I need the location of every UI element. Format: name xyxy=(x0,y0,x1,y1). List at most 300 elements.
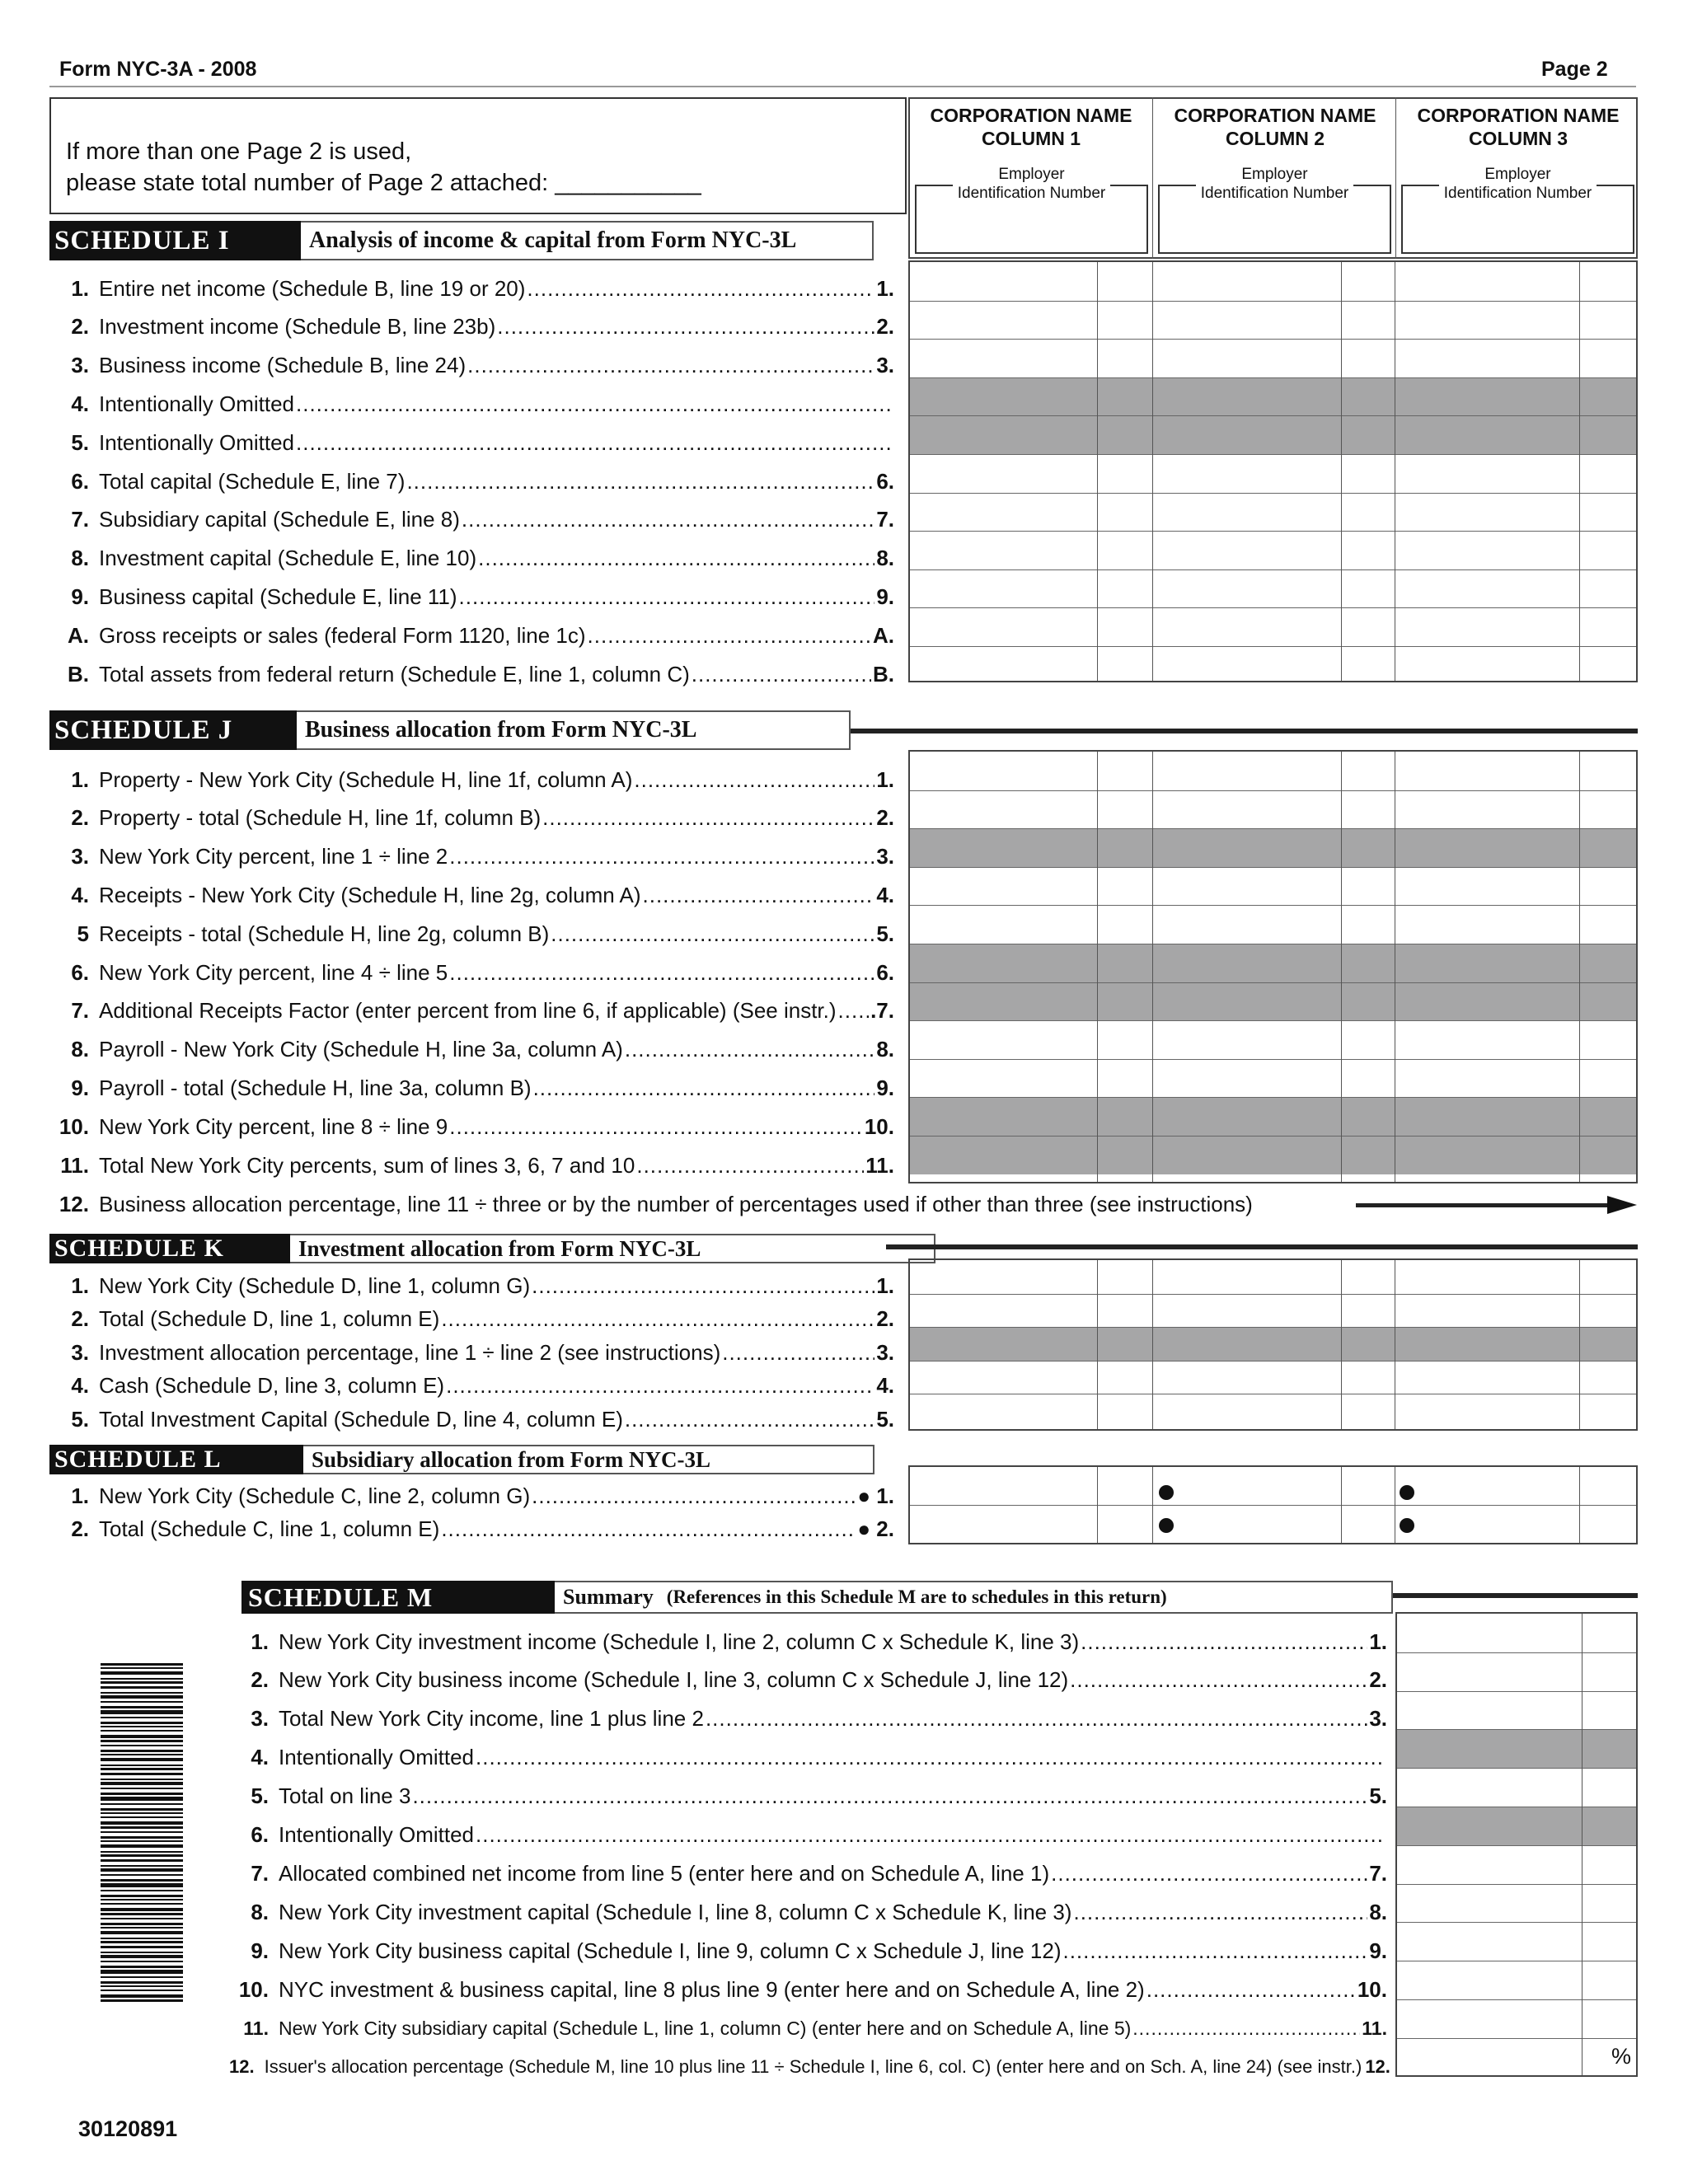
leader-dots xyxy=(412,1783,1367,1809)
line-text: Property - total (Schedule H, line 1f, column B) xyxy=(99,805,542,831)
barcode-icon xyxy=(101,1663,183,2009)
schedule-m-line-8 xyxy=(229,1893,1387,1931)
barcode-bar xyxy=(101,1890,183,1891)
barcode-bar xyxy=(101,1966,183,1968)
leader-dots xyxy=(1070,1667,1367,1693)
leader-dots xyxy=(478,546,874,571)
schedule-k-entry-grid[interactable] xyxy=(908,1258,1638,1431)
leader-dots xyxy=(449,1114,863,1140)
grid-row-line xyxy=(1397,1652,1636,1653)
column-1-header xyxy=(912,104,1151,150)
schedule-i-entry-grid[interactable] xyxy=(908,260,1638,682)
line-text: Gross receipts or sales (federal Form 1120, line 1c) xyxy=(99,622,586,648)
schedule-m-title: SCHEDULE M xyxy=(241,1581,555,1614)
line-text: Total capital (Schedule E, line 7) xyxy=(99,468,406,494)
ein-label: Identification Number xyxy=(957,185,1106,202)
line-reference: 1. xyxy=(876,275,894,301)
form-number: 30120891 xyxy=(78,2116,178,2141)
grid-row-line xyxy=(1397,1845,1636,1846)
leader-dots xyxy=(441,1306,874,1332)
schedule-m-entry-grid[interactable] xyxy=(1395,1612,1638,2077)
grid-column-line xyxy=(1341,1467,1342,1543)
leader-dots xyxy=(722,1340,874,1366)
schedule-m-line-2 xyxy=(229,1661,1387,1699)
schedule-l-entry-grid[interactable] xyxy=(908,1465,1638,1544)
schedule-l-description: Subsidiary allocation from Form NYC-3L xyxy=(303,1445,874,1474)
schedule-j-line-2 xyxy=(49,799,894,837)
line-reference: 12. xyxy=(1365,2055,1390,2077)
line-text: Subsidiary capital (Schedule E, line 8) xyxy=(99,507,460,532)
schedule-i-title: SCHEDULE I xyxy=(49,221,301,260)
leader-dots xyxy=(462,507,874,532)
line-reference: 1. xyxy=(876,766,894,792)
barcode-bar xyxy=(101,1765,183,1766)
barcode-bar xyxy=(101,1868,183,1872)
line-number: 12. xyxy=(59,1191,89,1216)
line-text: Investment allocation percentage, line 1 ÷ line 2 (see instructions) xyxy=(99,1339,721,1365)
schedule-i-line-8 xyxy=(49,540,894,578)
column-1-subtitle: COLUMN 1 xyxy=(981,128,1081,149)
leader-dots xyxy=(542,805,874,831)
schedule-j-title: SCHEDULE J xyxy=(49,710,297,750)
line-reference: 3. xyxy=(876,353,894,378)
barcode-bar xyxy=(101,1840,183,1842)
grid-row-line xyxy=(1397,1729,1636,1730)
column-2-header xyxy=(1156,104,1395,150)
grid-column-line xyxy=(1579,1260,1580,1429)
line-text: Intentionally Omitted xyxy=(279,1822,475,1847)
barcode-bar xyxy=(101,1952,183,1953)
line-text: Business allocation percentage, line 11 ÷ three or by the number of percentages used if other than three (see instructions) xyxy=(99,1191,1253,1216)
line-reference: 8. xyxy=(876,546,894,571)
line-text: New York City investment income (Schedule I, line 2, column C x Schedule K, line 3) xyxy=(279,1629,1080,1654)
barcode-bar xyxy=(101,1859,183,1862)
line-number: 6. xyxy=(251,1822,269,1847)
leader-dots xyxy=(551,921,874,947)
barcode-bar xyxy=(101,1745,183,1746)
line-text: New York City percent, line 1 ÷ line 2 xyxy=(99,844,448,869)
ein-label: Employer xyxy=(1484,166,1551,183)
barcode-bar xyxy=(101,1976,183,1978)
line-reference: 3. xyxy=(876,844,894,869)
schedule-k-line-5 xyxy=(49,1400,894,1438)
grid-row-line xyxy=(1397,1999,1636,2000)
line-text: Total assets from federal return (Schedule E, line 1, column C) xyxy=(99,661,690,687)
schedule-k-line-1 xyxy=(49,1267,894,1305)
schedule-i-line-3 xyxy=(49,347,894,385)
barcode-bar xyxy=(101,1923,183,1925)
grid-column-line xyxy=(1152,1467,1153,1543)
grid-row-line xyxy=(910,828,1636,829)
grid-column-line xyxy=(1579,752,1580,1182)
right-arrow-icon xyxy=(1607,1196,1637,1214)
barcode-bar xyxy=(101,1750,183,1752)
barcode-bar xyxy=(101,1899,183,1900)
page2-count-line2: please state total number of Page 2 attached: ___________ xyxy=(66,170,701,196)
barcode-bar xyxy=(101,1735,183,1738)
schedule-i-line-4 xyxy=(49,385,894,423)
grid-row-line xyxy=(910,1294,1636,1295)
column-3-ein-field[interactable] xyxy=(1401,166,1634,254)
barcode-bar xyxy=(101,1831,183,1833)
schedule-m-line-7 xyxy=(229,1854,1387,1892)
bullet-icon xyxy=(1159,1485,1174,1500)
line-text: Total New York City income, line 1 plus line 2 xyxy=(279,1706,704,1732)
line-reference: 3. xyxy=(876,1339,894,1365)
shaded-cell xyxy=(1397,1729,1636,1768)
barcode-bar xyxy=(101,1821,183,1825)
line-text: New York City business income (Schedule I, line 3, column C x Schedule J, line 12) xyxy=(279,1667,1069,1693)
schedule-i-line-1 xyxy=(49,269,894,307)
ein-label: Employer xyxy=(998,166,1065,183)
line-number: 2. xyxy=(71,1516,89,1541)
ein-label: Identification Number xyxy=(1200,185,1349,202)
line-reference: 7. xyxy=(876,507,894,532)
line-number: 5 xyxy=(77,921,89,946)
line-text: Investment income (Schedule B, line 23b) xyxy=(99,314,496,340)
schedule-j-rule xyxy=(851,729,1638,733)
grid-row-line xyxy=(910,790,1636,791)
leader-dots xyxy=(1073,1900,1367,1925)
column-1-title: CORPORATION NAME xyxy=(930,105,1132,126)
grid-column-line xyxy=(1579,262,1580,681)
line-number: 4. xyxy=(251,1745,269,1770)
line-number: 5. xyxy=(71,429,89,455)
barcode-bar xyxy=(101,1955,183,1958)
grid-column-line xyxy=(1097,262,1098,681)
line-number: 6. xyxy=(71,468,89,494)
line-text: Receipts - New York City (Schedule H, line 2g, column A) xyxy=(99,882,641,907)
line-number: 11. xyxy=(60,1152,89,1178)
barcode-bar xyxy=(101,1803,183,1805)
schedule-j-line-7 xyxy=(49,992,894,1030)
schedule-m-line-4 xyxy=(229,1739,1387,1777)
leader-dots xyxy=(1051,1861,1367,1886)
line-reference: 2. xyxy=(876,314,894,340)
page2-count-box[interactable] xyxy=(49,97,907,214)
grid-row-line xyxy=(910,607,1636,608)
schedule-j-description: Business allocation from Form NYC-3L xyxy=(297,710,851,750)
leader-dots xyxy=(1081,1629,1367,1655)
leader-dots xyxy=(296,430,893,456)
line-reference: 4. xyxy=(876,1373,894,1398)
line-reference: 9. xyxy=(876,583,894,609)
barcode-bar xyxy=(101,1999,183,2002)
barcode-bar xyxy=(101,1808,183,1811)
column-2-title: CORPORATION NAME xyxy=(1174,105,1376,126)
grid-row-line xyxy=(910,339,1636,340)
ein-label: Identification Number xyxy=(1443,185,1592,202)
schedule-j-line-1 xyxy=(49,761,894,799)
leader-dots xyxy=(476,1822,1386,1848)
schedule-i-line-5 xyxy=(49,424,894,462)
line-number: 2. xyxy=(71,314,89,340)
grid-row-line xyxy=(1397,1922,1636,1923)
line-text: Cash (Schedule D, line 3, column E) xyxy=(99,1373,445,1398)
barcode-bar xyxy=(101,1865,183,1867)
line-text: Intentionally Omitted xyxy=(99,429,295,455)
line-text: Additional Receipts Factor (enter percent from line 6, if applicable) (See instr.) xyxy=(99,998,837,1024)
barcode-bar xyxy=(101,1874,183,1876)
schedule-k-title: SCHEDULE K xyxy=(49,1234,290,1263)
schedule-k-line-2 xyxy=(49,1301,894,1338)
grid-row-line xyxy=(910,415,1636,416)
leader-dots xyxy=(533,1076,875,1101)
line-reference: 4. xyxy=(876,882,894,907)
page-number: Page 2 xyxy=(1541,58,1608,81)
schedule-m-heading xyxy=(241,1581,1393,1614)
line-text: New York City (Schedule D, line 1, column G) xyxy=(99,1272,531,1298)
leader-dots xyxy=(1062,1938,1367,1964)
leader-dots xyxy=(1146,1977,1356,2003)
barcode-bar xyxy=(101,1851,183,1853)
barcode-bar xyxy=(101,1758,183,1761)
barcode-bar xyxy=(101,1816,183,1818)
barcode-bar xyxy=(101,1879,183,1882)
leader-dots xyxy=(441,1516,856,1542)
line-reference: ● 1. xyxy=(857,1483,894,1508)
schedule-i-line-6 xyxy=(49,462,894,500)
grid-column-line xyxy=(1341,1260,1342,1429)
schedule-j-line-8 xyxy=(49,1031,894,1069)
schedule-i-line-2 xyxy=(49,308,894,346)
barcode-bar xyxy=(101,1782,183,1785)
bullet-icon xyxy=(1159,1518,1174,1533)
grid-column-line xyxy=(1097,1260,1098,1429)
column-2-ein-field[interactable] xyxy=(1158,166,1391,254)
barcode-bar xyxy=(101,1913,183,1915)
schedule-j-line-12 xyxy=(49,1185,1451,1223)
schedule-k-line-4 xyxy=(49,1367,894,1405)
line-number: 2. xyxy=(71,805,89,831)
shaded-cell xyxy=(910,1327,1636,1361)
barcode-bar xyxy=(101,1695,183,1699)
line-number: 11. xyxy=(243,2017,269,2039)
grid-row-line xyxy=(910,493,1636,494)
leader-dots xyxy=(476,1745,1386,1770)
schedule-j-line-3 xyxy=(49,838,894,876)
line-number: 3. xyxy=(251,1706,269,1732)
schedule-l-title: SCHEDULE L xyxy=(49,1445,303,1474)
leader-dots xyxy=(459,584,875,610)
barcode-bar xyxy=(101,1918,183,1919)
barcode-bar xyxy=(101,1681,183,1684)
line-reference: 10. xyxy=(1357,1976,1387,2002)
schedule-j-line-4 xyxy=(49,876,894,914)
line-number: B. xyxy=(68,661,89,687)
line-number: 3. xyxy=(71,353,89,378)
schedule-j-line-5 xyxy=(49,915,894,953)
line-number: 7. xyxy=(251,1860,269,1886)
schedule-k-line-3 xyxy=(49,1333,894,1371)
leader-dots xyxy=(1132,2018,1360,2040)
schedule-i-line-11 xyxy=(49,655,894,693)
column-3-subtitle: COLUMN 3 xyxy=(1468,128,1568,149)
schedule-i-heading xyxy=(49,221,874,260)
grid-row-line xyxy=(910,1136,1636,1137)
line-number: A. xyxy=(68,622,89,648)
barcode-bar xyxy=(101,1722,183,1724)
barcode-bar xyxy=(101,1710,183,1714)
line-text: Total on line 3 xyxy=(279,1783,411,1809)
leader-dots xyxy=(446,1373,874,1399)
leader-dots xyxy=(467,353,874,378)
line-reference: A. xyxy=(873,622,894,648)
schedule-i-line-9 xyxy=(49,578,894,616)
barcode-bar xyxy=(101,1903,183,1905)
barcode-bar xyxy=(101,1701,183,1703)
grid-row-line xyxy=(910,569,1636,570)
barcode-bar xyxy=(101,1678,183,1680)
leader-dots xyxy=(296,391,893,417)
column-1-ein-field[interactable] xyxy=(915,166,1148,254)
column-2-subtitle: COLUMN 2 xyxy=(1225,128,1325,149)
percent-sign: % xyxy=(1611,2044,1632,2069)
leader-dots xyxy=(838,998,870,1024)
barcode-bar xyxy=(101,1773,183,1775)
barcode-bar xyxy=(101,1768,183,1770)
line-text: Intentionally Omitted xyxy=(99,391,295,416)
line-text: New York City (Schedule C, line 2, column G) xyxy=(99,1483,531,1508)
line-number: 2. xyxy=(251,1667,269,1693)
arrow-shaft xyxy=(1356,1203,1611,1207)
barcode-bar xyxy=(101,1812,183,1814)
line-text: Total (Schedule D, line 1, column E) xyxy=(99,1306,440,1331)
barcode-bar xyxy=(101,1754,183,1755)
schedule-i-line-7 xyxy=(49,501,894,539)
line-number: 1. xyxy=(71,1272,89,1298)
bullet-icon xyxy=(1400,1485,1414,1500)
bullet-icon xyxy=(1400,1518,1414,1533)
barcode-bar xyxy=(101,1908,183,1911)
schedule-j-line-6 xyxy=(49,954,894,991)
schedule-m-line-9 xyxy=(229,1932,1387,1970)
grid-row-line xyxy=(910,905,1636,906)
schedule-j-entry-grid[interactable] xyxy=(908,750,1638,1183)
grid-row-line xyxy=(910,531,1636,532)
barcode-bar xyxy=(101,1793,183,1795)
line-reference: 1. xyxy=(876,1272,894,1298)
barcode-bar xyxy=(101,1671,183,1675)
barcode-bar xyxy=(101,1844,183,1848)
schedule-m-note: (References in this Schedule M are to schedules in this return) xyxy=(666,1586,1167,1607)
form-title: Form NYC-3A - 2008 xyxy=(59,58,257,81)
grid-column-line xyxy=(1152,1260,1153,1429)
barcode-bar xyxy=(101,1941,183,1943)
grid-column-line xyxy=(1097,1467,1098,1543)
line-reference: 5. xyxy=(876,921,894,946)
grid-row-line xyxy=(910,982,1636,983)
line-reference: 7. xyxy=(1369,1860,1387,1886)
line-number: 5. xyxy=(251,1783,269,1809)
leader-dots xyxy=(532,1483,856,1509)
leader-dots xyxy=(692,662,871,687)
barcode-bar xyxy=(101,1826,183,1829)
barcode-bar xyxy=(101,1730,183,1732)
line-reference: 9. xyxy=(876,1075,894,1100)
line-text: Allocated combined net income from line 5 (enter here and on Schedule A, line 1) xyxy=(279,1860,1050,1886)
line-number: 1. xyxy=(71,275,89,301)
shaded-cell xyxy=(910,828,1636,867)
line-number: 7. xyxy=(71,998,89,1024)
leader-dots xyxy=(625,1037,874,1062)
schedule-m-line-12 xyxy=(229,2048,1390,2086)
barcode-bar xyxy=(101,1663,183,1666)
barcode-bar xyxy=(101,1946,183,1948)
schedule-m-summary: Summary xyxy=(563,1585,654,1609)
line-number: 4. xyxy=(71,1373,89,1398)
line-number: 9. xyxy=(71,1075,89,1100)
leader-dots xyxy=(406,469,874,494)
grid-row-line xyxy=(910,301,1636,302)
line-text: Property - New York City (Schedule H, line 1f, column A) xyxy=(99,766,633,792)
line-text: New York City business capital (Schedule I, line 9, column C x Schedule J, line 12) xyxy=(279,1938,1062,1963)
line-text: New York City percent, line 8 ÷ line 9 xyxy=(99,1113,448,1139)
leader-dots xyxy=(634,767,874,793)
barcode-bar xyxy=(101,1854,183,1857)
leader-dots xyxy=(588,623,871,649)
grid-row-line xyxy=(1397,1768,1636,1769)
grid-column-line xyxy=(1579,1467,1580,1543)
grid-row-line xyxy=(910,867,1636,868)
barcode-bar xyxy=(101,1970,183,1974)
line-number: 3. xyxy=(71,844,89,869)
leader-dots xyxy=(625,1407,874,1432)
line-reference: 2. xyxy=(876,805,894,831)
barcode-bar xyxy=(101,1981,183,1984)
line-number: 1. xyxy=(71,1483,89,1508)
leader-dots xyxy=(527,276,874,302)
line-number: 4. xyxy=(71,391,89,416)
barcode-bar xyxy=(101,1726,183,1727)
line-reference: 3. xyxy=(1369,1706,1387,1732)
schedule-k-heading xyxy=(49,1234,935,1263)
line-number: 8. xyxy=(251,1899,269,1924)
grid-column-line xyxy=(1152,752,1153,1182)
barcode-bar xyxy=(101,1938,183,1939)
grid-row-line xyxy=(910,1327,1636,1328)
line-number: 2. xyxy=(71,1306,89,1331)
schedule-m-line-5 xyxy=(229,1778,1387,1816)
leader-dots xyxy=(497,314,874,340)
schedule-m-line-6 xyxy=(229,1816,1387,1854)
line-text: Business capital (Schedule E, line 11) xyxy=(99,583,457,609)
line-number: 9. xyxy=(251,1938,269,1963)
leader-dots xyxy=(636,1153,864,1179)
grid-row-line xyxy=(910,1059,1636,1060)
line-number: 10. xyxy=(238,1976,269,2002)
barcode-bar xyxy=(101,1706,183,1708)
header-rule xyxy=(49,86,1636,87)
line-text: Intentionally Omitted xyxy=(279,1745,475,1770)
barcode-bar xyxy=(101,1667,183,1669)
schedule-j-line-10 xyxy=(49,1108,894,1146)
schedule-l-heading xyxy=(49,1445,874,1474)
grid-column-line xyxy=(1341,262,1342,681)
schedule-m-line-11 xyxy=(229,2009,1387,2047)
line-text: Issuer's allocation percentage (Schedule M, line 10 plus line 11 ÷ Schedule I, line 6, col. C) (enter here and on Sch. A, line 24) (see instr.) xyxy=(264,2055,1362,2077)
line-number: 7. xyxy=(71,507,89,532)
line-reference: 2. xyxy=(876,1306,894,1331)
line-number: 8. xyxy=(71,1037,89,1062)
leader-dots xyxy=(643,883,875,908)
line-text: Investment capital (Schedule E, line 10) xyxy=(99,546,477,571)
leader-dots xyxy=(706,1706,1367,1732)
line-reference: 5. xyxy=(876,1406,894,1432)
grid-row-line xyxy=(910,377,1636,378)
barcode-bar xyxy=(101,1686,183,1689)
column-header-divider xyxy=(1152,97,1153,259)
